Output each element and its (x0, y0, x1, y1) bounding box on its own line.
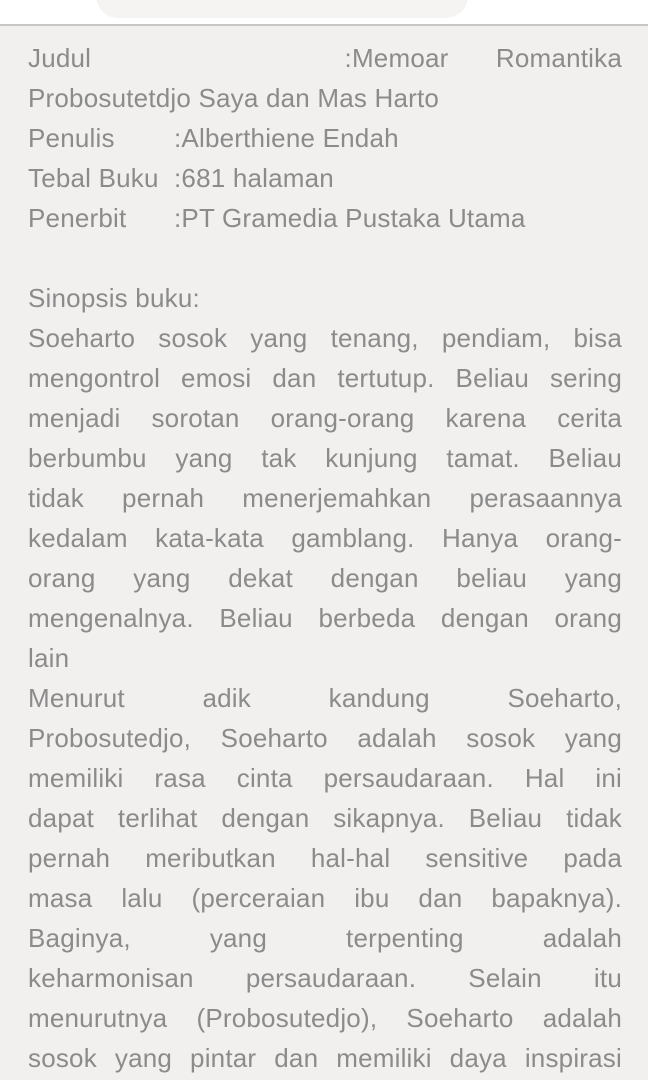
synopsis-line: Probosutedjo, Soeharto adalah sosok yang (28, 723, 622, 753)
synopsis-line: lain (28, 643, 70, 673)
synopsis-heading: Sinopsis buku: (28, 283, 200, 313)
synopsis-line: dapat terlihat dengan sikapnya. Beliau tidak (28, 803, 622, 833)
synopsis-line: berbumbu yang tak kunjung tamat. Beliau (28, 443, 622, 473)
synopsis-line: masa lalu (perceraian ibu dan bapaknya). (28, 883, 622, 913)
synopsis-line: sosok yang pintar dan memiliki daya inspirasi (28, 1043, 622, 1073)
synopsis-line: mengenalnya. Beliau berbeda dengan orang (28, 603, 622, 633)
synopsis-line: Menurut adik kandung Soeharto, (28, 683, 622, 713)
synopsis-line: Baginya, yang terpenting adalah (28, 923, 622, 953)
book-detail-row (28, 158, 622, 198)
blank-line (28, 238, 622, 278)
book-detail-value: :PT Gramedia Pustaka Utama (174, 203, 526, 233)
book-title-row (28, 38, 622, 78)
synopsis-line: pernah meributkan hal-hal sensitive pada (28, 843, 622, 873)
synopsis-line: orang yang dekat dengan beliau yang (28, 563, 622, 593)
rounded-card-edge (96, 0, 468, 18)
book-detail-value: :681 halaman (174, 163, 334, 193)
book-title-label: Judul (28, 43, 92, 73)
book-title-wrap-line: Probosutetdjo Saya dan Mas Harto (28, 83, 440, 113)
book-detail-row (28, 198, 622, 238)
synopsis-line: mengontrol emosi dan tertutup. Beliau sering (28, 363, 622, 393)
synopsis-line: menurutnya (Probosutedjo), Soeharto adalah (28, 1003, 622, 1033)
header-strip (0, 0, 648, 26)
synopsis-line: memiliki rasa cinta persaudaraan. Hal ini (28, 763, 622, 793)
book-detail-row (28, 118, 622, 158)
synopsis-line: menjadi sorotan orang-orang karena cerita (28, 403, 622, 433)
book-title-value: :Memoar Romantika (344, 43, 622, 73)
book-detail-label: Penerbit (28, 203, 127, 233)
synopsis-line: keharmonisan persaudaraan. Selain itu (28, 963, 622, 993)
synopsis-line: Soeharto sosok yang tenang, pendiam, bisa (28, 323, 622, 353)
book-detail-label: Tebal Buku (28, 163, 159, 193)
document-body (0, 26, 648, 1078)
synopsis-line: kedalam kata-kata gamblang. Hanya orang- (28, 523, 622, 553)
book-detail-label: Penulis (28, 123, 115, 153)
synopsis-line: tidak pernah menerjemahkan perasaannya (28, 483, 622, 513)
book-detail-value: :Alberthiene Endah (174, 123, 399, 153)
